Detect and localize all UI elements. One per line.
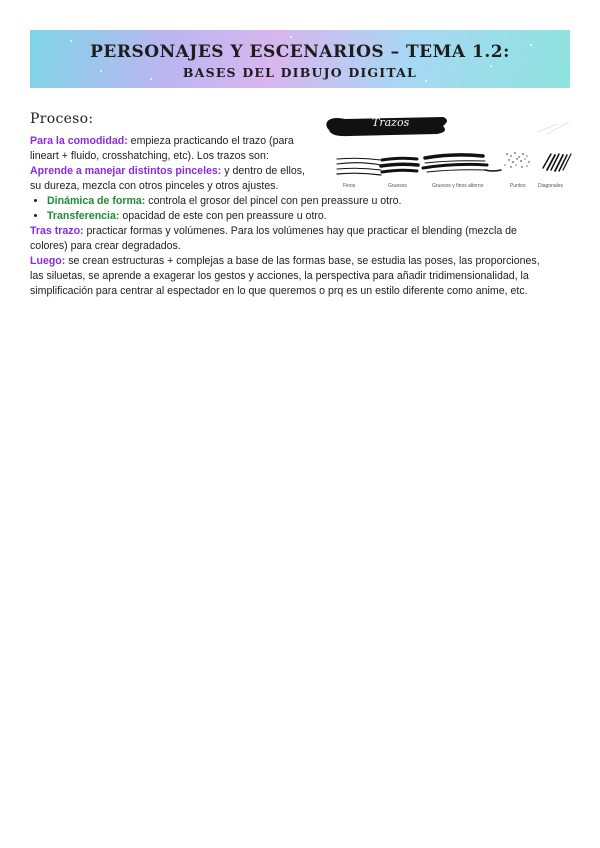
- caption-gruesos-finos: Gruesos y finos alterno: [432, 183, 484, 189]
- text-pinceles-2: su dureza, mezcla con otros pinceles y otros ajustes.: [30, 180, 279, 192]
- text-luego-3: simplificación para centrar al espectador en lo que queremos o prq es un estilo diferente como anime, etc.: [30, 285, 528, 297]
- brush-strokes-figure: [325, 110, 575, 195]
- caption-finos: Finos: [343, 183, 356, 189]
- text-pinceles-1: y dentro de ellos,: [221, 165, 305, 177]
- text-tras-trazo-1: practicar formas y volúmenes. Para los volúmenes hay que practicar el blending (mezcla de: [83, 225, 517, 237]
- brush-settings-list: [30, 194, 402, 224]
- caption-gruesos: Gruesos: [388, 183, 407, 189]
- text-tras-trazo-2: colores) para crear degradados.: [30, 240, 181, 252]
- text-transferencia: opacidad de este con pen preassure u otro.: [119, 210, 327, 222]
- text-comodidad-2: lineart + fluido, crosshatching, etc). Los trazos son:: [30, 150, 269, 162]
- paragraph-pinceles: [30, 164, 305, 194]
- label-comodidad: Para la comodidad:: [30, 135, 128, 147]
- page-subtitle: BASES DEL DIBUJO DIGITAL: [182, 65, 418, 80]
- caption-puntos: Puntos: [510, 183, 526, 189]
- label-luego: Luego:: [30, 255, 66, 267]
- paragraph-luego: [30, 254, 540, 299]
- label-tras-trazo: Tras trazo:: [30, 225, 84, 237]
- caption-diagonales: Diagonales: [538, 183, 564, 189]
- page-title: PERSONAJES Y ESCENARIOS – TEMA 1.2:: [90, 42, 510, 62]
- label-pinceles: Aprende a manejar distintos pinceles:: [30, 165, 222, 177]
- paragraph-comodidad: [30, 134, 294, 164]
- list-item: [47, 209, 402, 224]
- section-heading: Proceso:: [30, 111, 94, 127]
- paragraph-tras-trazo: [30, 224, 517, 254]
- text-luego-2: las siluetas, se aprende a exagerar los gestos y acciones, la perspectiva para añadir tridimensionalidad, la: [30, 270, 529, 282]
- text-comodidad-1: empieza practicando el trazo (para: [127, 135, 294, 147]
- figure-label: Trazos: [372, 116, 410, 129]
- text-luego-1: se crean estructuras + complejas a base de las formas base, se estudia las poses, las proporciones,: [65, 255, 540, 267]
- label-transferencia: Transferencia:: [47, 210, 120, 222]
- text-dinamica: controla el grosor del pincel con pen preassure u otro.: [145, 195, 402, 207]
- list-item: [47, 194, 402, 209]
- label-dinamica: Dinámica de forma:: [47, 195, 146, 207]
- title-banner: [30, 30, 570, 88]
